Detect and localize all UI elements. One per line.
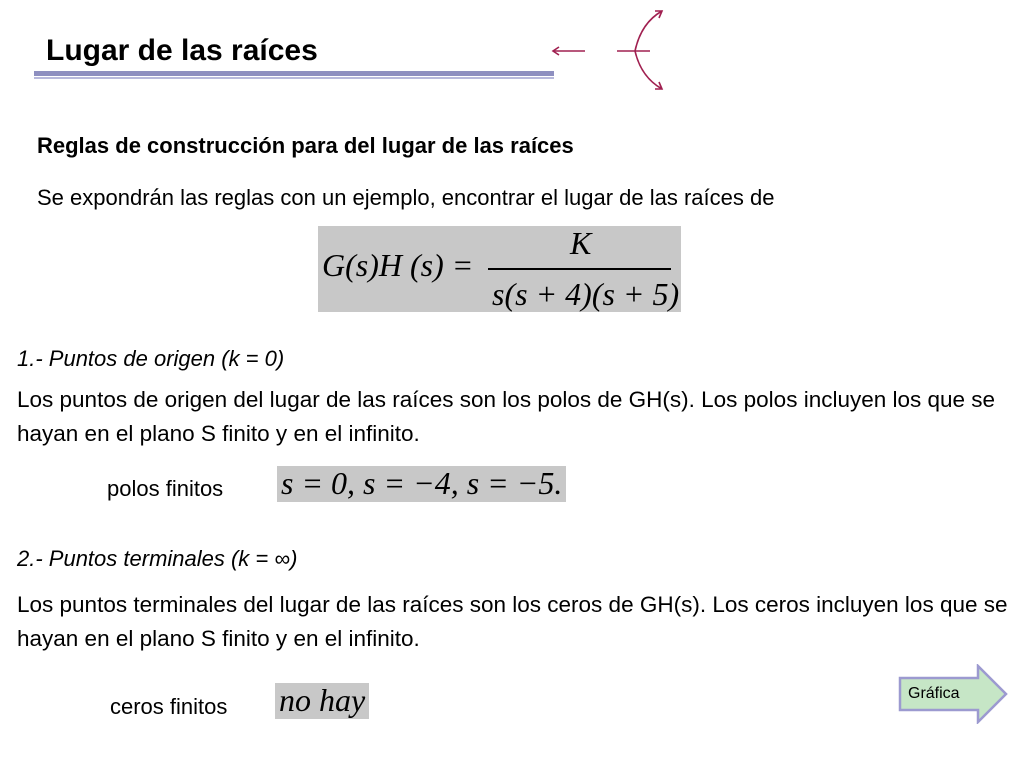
transfer-function-formula <box>318 226 681 312</box>
title-underline <box>34 71 554 76</box>
finite-zeros-value: no hay <box>275 683 369 719</box>
section-1-heading: 1.- Puntos de origen (k = 0) <box>17 346 285 371</box>
formula-denominator: s(s + 4)(s + 5) <box>492 276 680 312</box>
finite-poles-value: s = 0, s = −4, s = −5. <box>277 466 566 502</box>
fraction-bar <box>488 268 671 270</box>
intro-text: Se expondrán las reglas con un ejemplo, encontrar el lugar de las raíces de <box>37 185 775 210</box>
finite-zeros-label: ceros finitos <box>110 694 228 719</box>
root-locus-sketch-icon <box>545 5 675 100</box>
grafica-button-label: Gráfica <box>908 685 960 702</box>
finite-poles-label: polos finitos <box>107 476 224 501</box>
section-2-heading: 2.- Puntos terminales (k = ∞) <box>17 546 298 571</box>
title-underline-secondary <box>34 77 554 79</box>
formula-numerator: K <box>570 225 592 261</box>
rules-heading: Reglas de construcción para del lugar de las raíces <box>37 133 574 158</box>
grafica-button[interactable] <box>898 664 1008 724</box>
section-2-paragraph: Los puntos terminales del lugar de las raíces son los ceros de GH(s). Los ceros incluyen los que se hayan en el plano S finito y en el infinito. <box>17 592 1008 651</box>
section-1-paragraph: Los puntos de origen del lugar de las raíces son los polos de GH(s). Los polos incluyen los que se hayan en el plano S finito y en el infinito. <box>17 387 996 446</box>
page-title: Lugar de las raíces <box>46 34 318 67</box>
formula-lhs: G(s)H (s) = <box>322 247 474 283</box>
